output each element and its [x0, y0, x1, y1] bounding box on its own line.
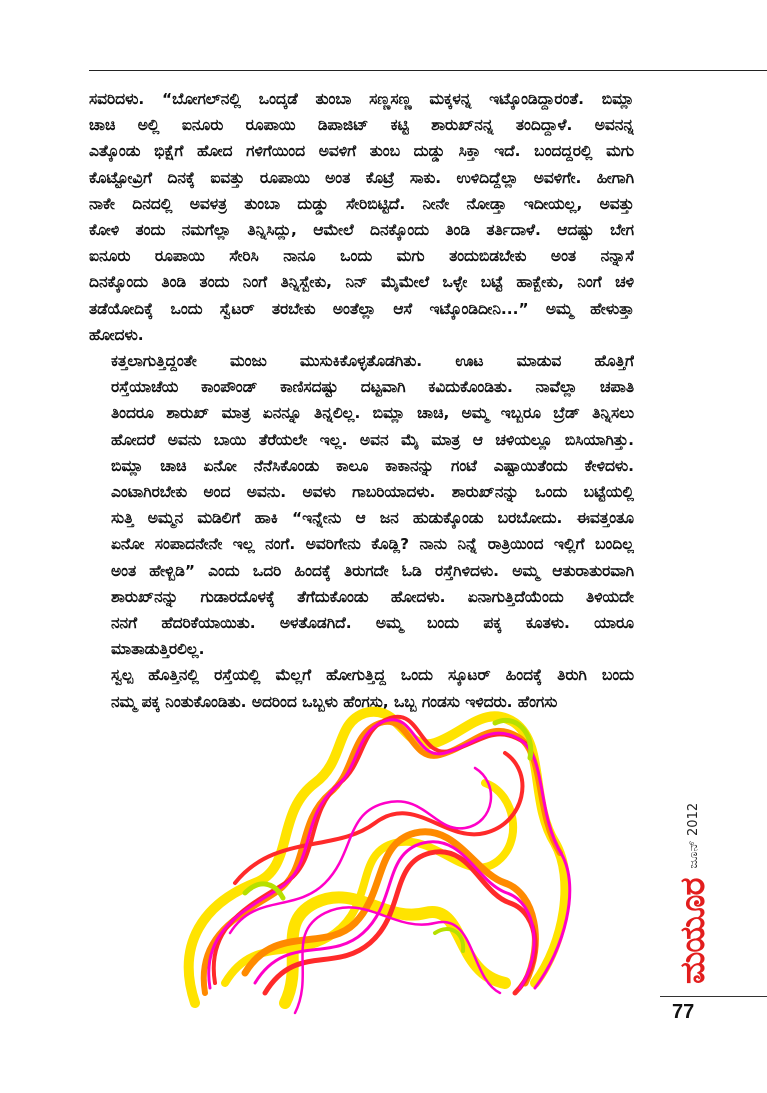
- text-line: ರಸ್ತೆಯಾಚೆಯ ಕಾಂಪೌಂಡ್ ಕಾಣಿಸದಷ್ಟು ದಟ್ಟವಾಗಿ ಕವಿದುಕೊಂಡಿತು. ನಾವೆಲ್ಲಾ ಚಪಾತಿ: [111, 378, 634, 397]
- text-line: ನಾಕೇ ದಿನದಲ್ಲಿ ಅವಳತ್ರ ತುಂಬಾ ದುಡ್ಡು ಸೇರಿಬಿಟ್ಟಿದೆ. ನೀನೇ ನೋಡ್ತಾ ಇದೀಯಲ್ಲ, ಅವತ್ತು: [89, 194, 634, 213]
- text-line: ಎಂಟಾಗಿರಬೇಕು ಅಂದ ಅವನು. ಅವಳು ಗಾಬರಿಯಾದಳು. ಶಾರುಖ್‌ನನ್ನು ಒಂದು ಬಟ್ಟೆಯಲ್ಲಿ: [111, 483, 634, 502]
- text-line: ತಿಂದರೂ ಶಾರುಖ್ ಮಾತ್ರ ಏನನ್ನೂ ತಿನ್ನಲಿಲ್ಲ. ಬಿಮ್ಲಾ ಚಾಚಿ, ಅಮ್ಮ ಇಬ್ಬರೂ ಬ್ರೆಡ್ ತಿನ್ನಿಸಲು: [111, 404, 634, 423]
- text-line: ಹೋದಳು.: [89, 325, 144, 344]
- article-paragraph: [89, 348, 634, 662]
- text-line: ಚಾಚಿ ಅಲ್ಲಿ ಐನೂರು ರೂಪಾಯಿ ಡಿಪಾಜಿಟ್ ಕಟ್ಟಿ ಶಾರುಖ್‌ನನ್ನ ತಂದಿದ್ದಾಳೆ. ಅವನನ್ನ: [89, 116, 634, 135]
- text-line: ಮಾತಾಡುತ್ತಿರಲಿಲ್ಲ.: [111, 640, 205, 659]
- text-line: ಐನೂರು ರೂಪಾಯಿ ಸೇರಿಸಿ ನಾನೂ ಒಂದು ಮಗು ತಂದುಬಿಡಬೇಕು ಅಂತ ನನ್ನಾಸೆ: [89, 247, 634, 266]
- article-paragraph: [89, 86, 634, 348]
- text-line: ಎತ್ಕೊಂಡು ಭಿಕ್ಷೆಗೆ ಹೋದ ಗಳಿಗೆಯಿಂದ ಅವಳಿಗೆ ತುಂಬ ದುಡ್ಡು ಸಿಕ್ತಾ ಇದೆ. ಬಂದದ್ದರಲ್ಲಿ ಮಗು: [89, 142, 634, 161]
- text-line: ನಮ್ಮ ಪಕ್ಕ ನಿಂತುಕೊಂಡಿತು. ಅದರಿಂದ ಒಬ್ಬಳು ಹೆಂಗಸು, ಒಬ್ಬ ಗಂಡಸು ಇಳಿದರು. ಹೆಂಗಸು: [111, 692, 558, 711]
- text-line: ಅಂತ ಹೇಳ್ಬಿಡಿ” ಎಂದು ಒದರಿ ಹಿಂದಕ್ಕೆ ತಿರುಗದೇ ಓಡಿ ರಸ್ತೆಗಿಳಿದಳು. ಅಮ್ಮ ಆತುರಾತುರವಾಗಿ: [111, 561, 634, 580]
- text-line: ಬಿಮ್ಲಾ ಚಾಚಿ ಏನೋ ನೆನೆಸಿಕೊಂಡು ಕಾಲೂ ಕಾಕಾನನ್ನು ಗಂಟೆ ಎಷ್ಟಾಯಿತೆಂದು ಕೇಳಿದಳು.: [111, 456, 634, 475]
- masthead-rotated: [672, 802, 714, 984]
- text-line: ಸವರಿದಳು. “ಬೋಗಲ್‌ನಲ್ಲಿ ಒಂದ್ಕಡೆ ತುಂಬಾ ಸಣ್ಣಸಣ್ಣ ಮಕ್ಕಳನ್ನ ಇಟ್ಕೊಂಡಿದ್ದಾರಂತೆ. ಬಿಮ್ಲಾ: [89, 90, 634, 108]
- magazine-name: ಮಯೂರ: [673, 878, 713, 984]
- text-line: ಕೊಟ್ಟೋವ್ರಿಗೆ ದಿನಕ್ಕೆ ಐವತ್ತು ರೂಪಾಯಿ ಅಂತ ಕೊಟ್ರೆ ಸಾಕು. ಉಳಿದಿದ್ದೆಲ್ಲಾ ಅವಳಿಗೇ. ಹೀಗಾಗಿ: [89, 168, 634, 187]
- text-line: ಕತ್ತಲಾಗುತ್ತಿದ್ದಂತೇ ಮಂಜು ಮುಸುಕಿಕೊಳ್ಳತೊಡಗಿತು. ಊಟ ಮಾಡುವ ಹೊತ್ತಿಗೆ: [111, 352, 634, 371]
- text-line: ಸುತ್ತಿ ಅಮ್ಮನ ಮಡಿಲಿಗೆ ಹಾಕಿ “ಇನ್ನೇನು ಆ ಜನ ಹುಡುಕ್ಕೊಂಡು ಬರಬೋದು. ಈವತ್ತಂತೂ: [111, 509, 634, 528]
- article-body: [89, 86, 634, 715]
- text-line: ದಿನಕ್ಕೊಂದು ತಿಂಡಿ ತಂದು ನಿಂಗೆ ತಿನ್ನಿಸ್ಬೇಕು, ನಿನ್ ಮೈಮೇಲೆ ಒಳ್ಳೇ ಬಟ್ಟೆ ಹಾಕ್ಬೇಕು, ನಿಂಗೆ ಚಳಿ: [89, 273, 634, 292]
- text-line: ನನಗೆ ಹೆದರಿಕೆಯಾಯಿತು. ಅಳತೊಡಗಿದೆ. ಅಮ್ಮ ಬಂದು ಪಕ್ಕ ಕೂತಳು. ಯಾರೂ: [111, 614, 634, 633]
- magazine-masthead: [672, 802, 714, 984]
- abstract-illustration: [135, 683, 584, 1018]
- text-line: ಏನೋ ಸಂಪಾದನೇನೇ ಇಲ್ಲ ನಂಗೆ. ಅವರಿಗೇನು ಕೊಡ್ಲಿ? ನಾನು ನಿನ್ನೆ ರಾತ್ರಿಯಿಂದ ಇಲ್ಲಿಗೆ ಬಂದಿಲ್ಲ: [111, 535, 634, 554]
- page-number: 77: [672, 1001, 695, 1023]
- text-line: ಹೋದರೆ ಅವನು ಬಾಯಿ ತೆರೆಯಲೇ ಇಲ್ಲ. ಅವನ ಮೈ ಮಾತ್ರ ಆ ಚಳಿಯಲ್ಲೂ ಬಿಸಿಯಾಗಿತ್ತು.: [111, 430, 634, 449]
- text-line: ಕೋಳಿ ತಂದು ನಮಗೆಲ್ಲಾ ತಿನ್ನಿಸಿದ್ಲು, ಆಮೇಲೆ ದಿನಕ್ಕೊಂದು ತಿಂಡಿ ತರ್ತಿದಾಳೆ. ಆದಷ್ಟು ಬೇಗ: [89, 221, 634, 240]
- text-line: ತಡೆಯೋದಿಕ್ಕೆ ಒಂದು ಸ್ವೆಟರ್ ತರಬೇಕು ಅಂತೆಲ್ಲಾ ಆಸೆ ಇಟ್ಕೊಂಡಿದೀನಿ...” ಅಮ್ಮ ಹೇಳುತ್ತಾ: [89, 299, 634, 318]
- text-line: ಸ್ವಲ್ಪ ಹೊತ್ತಿನಲ್ಲಿ ರಸ್ತೆಯಲ್ಲಿ ಮೆಲ್ಲಗೆ ಹೋಗುತ್ತಿದ್ದ ಒಂದು ಸ್ಕೂಟರ್ ಹಿಂದಕ್ಕೆ ತಿರುಗಿ ಬಂದು: [111, 666, 634, 685]
- top-rule: [89, 70, 767, 71]
- illustration-canvas: [135, 683, 584, 1018]
- footer-rule: [660, 996, 767, 997]
- text-line: ಶಾರುಖ್‌ನನ್ನು ಗುಡಾರದೊಳಕ್ಕೆ ತೆಗೆದುಕೊಂಡು ಹೋದಳು. ಏನಾಗುತ್ತಿದೆಯೆಂದು ತಿಳಿಯದೇ: [111, 587, 634, 606]
- issue-date: ಜೂನ್ 2012: [685, 802, 701, 869]
